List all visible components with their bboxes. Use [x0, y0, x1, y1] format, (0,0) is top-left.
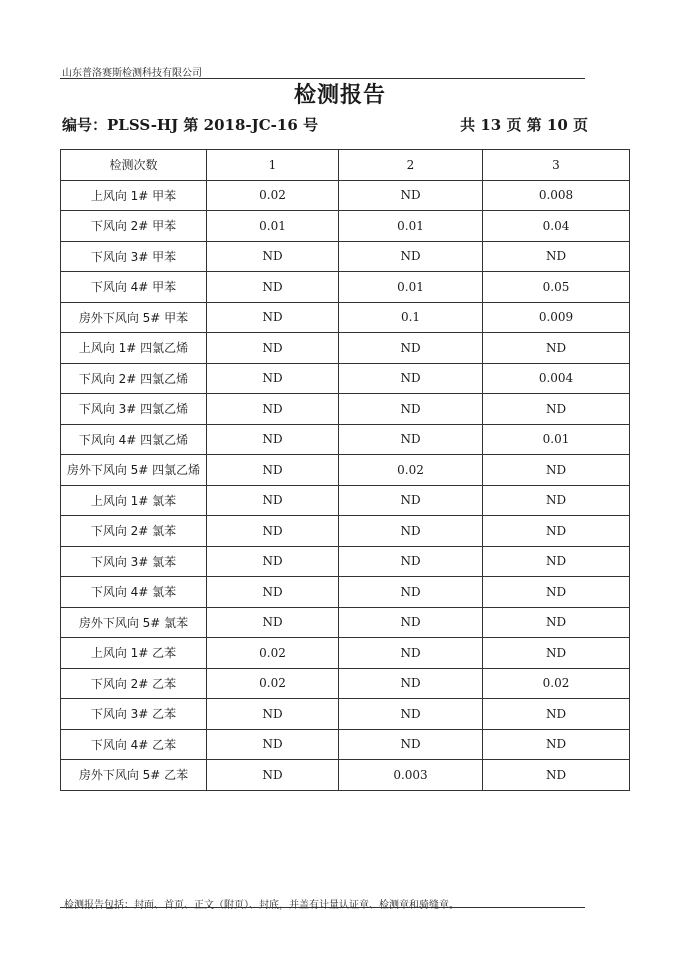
- value-cell-3: ND: [483, 516, 630, 547]
- table-row: [61, 180, 630, 211]
- value-cell-1: ND: [207, 394, 339, 425]
- value-cell-3: 0.04: [483, 211, 630, 242]
- value-cell-2: ND: [339, 699, 483, 730]
- table-row: [61, 760, 630, 791]
- row-label: 下风向 2# 甲苯: [61, 211, 207, 242]
- value-cell-1: ND: [207, 241, 339, 272]
- value-cell-3: ND: [483, 333, 630, 364]
- value-cell-2: ND: [339, 485, 483, 516]
- value-cell-1: ND: [207, 699, 339, 730]
- value-cell-1: 0.02: [207, 180, 339, 211]
- value-cell-1: ND: [207, 546, 339, 577]
- value-cell-2: 0.003: [339, 760, 483, 791]
- table-row: [61, 394, 630, 425]
- value-cell-3: ND: [483, 485, 630, 516]
- value-cell-3: ND: [483, 760, 630, 791]
- value-cell-1: ND: [207, 455, 339, 486]
- value-cell-2: ND: [339, 729, 483, 760]
- footer-divider: [60, 907, 585, 908]
- row-label: 下风向 3# 氯苯: [61, 546, 207, 577]
- row-label: 下风向 2# 乙苯: [61, 668, 207, 699]
- row-label: 下风向 3# 乙苯: [61, 699, 207, 730]
- row-label: 房外下风向 5# 氯苯: [61, 607, 207, 638]
- table-header-row: [61, 150, 630, 181]
- value-cell-1: 0.02: [207, 668, 339, 699]
- value-cell-3: ND: [483, 607, 630, 638]
- company-name: 山东普洛赛斯检测科技有限公司: [62, 68, 202, 79]
- value-cell-2: ND: [339, 638, 483, 669]
- value-cell-2: 0.1: [339, 302, 483, 333]
- row-label: 上风向 1# 氯苯: [61, 485, 207, 516]
- table-row: [61, 302, 630, 333]
- value-cell-3: ND: [483, 394, 630, 425]
- row-label: 下风向 4# 乙苯: [61, 729, 207, 760]
- value-cell-1: ND: [207, 363, 339, 394]
- column-header-1: 1: [207, 150, 339, 181]
- value-cell-2: 0.02: [339, 455, 483, 486]
- value-cell-1: ND: [207, 485, 339, 516]
- value-cell-3: ND: [483, 455, 630, 486]
- value-cell-2: ND: [339, 516, 483, 547]
- row-label: 上风向 1# 四氯乙烯: [61, 333, 207, 364]
- row-label: 下风向 4# 氯苯: [61, 577, 207, 608]
- value-cell-2: ND: [339, 607, 483, 638]
- table-row: [61, 577, 630, 608]
- value-cell-3: 0.01: [483, 424, 630, 455]
- row-label: 房外下风向 5# 四氯乙烯: [61, 455, 207, 486]
- value-cell-2: ND: [339, 180, 483, 211]
- value-cell-2: ND: [339, 424, 483, 455]
- value-cell-2: 0.01: [339, 211, 483, 242]
- value-cell-1: ND: [207, 577, 339, 608]
- row-label: 下风向 2# 氯苯: [61, 516, 207, 547]
- value-cell-2: ND: [339, 394, 483, 425]
- row-label: 下风向 3# 甲苯: [61, 241, 207, 272]
- value-cell-3: ND: [483, 638, 630, 669]
- value-cell-1: ND: [207, 516, 339, 547]
- value-cell-1: 0.01: [207, 211, 339, 242]
- table-row: [61, 638, 630, 669]
- value-cell-2: ND: [339, 577, 483, 608]
- table-row: [61, 607, 630, 638]
- value-cell-1: ND: [207, 333, 339, 364]
- value-cell-2: ND: [339, 333, 483, 364]
- value-cell-3: ND: [483, 241, 630, 272]
- row-label: 下风向 4# 甲苯: [61, 272, 207, 303]
- value-cell-3: 0.05: [483, 272, 630, 303]
- table-row: [61, 699, 630, 730]
- page-title: 检测报告: [293, 83, 386, 108]
- row-label: 下风向 4# 四氯乙烯: [61, 424, 207, 455]
- report-number: 编号：PLSS-HJ 第 2018-JC-16 号: [62, 116, 318, 134]
- table-row: [61, 363, 630, 394]
- value-cell-1: ND: [207, 760, 339, 791]
- column-header-label: 检测次数: [61, 150, 207, 181]
- table-row: [61, 516, 630, 547]
- value-cell-1: ND: [207, 272, 339, 303]
- page-count: 共 13 页 第 10 页: [460, 116, 588, 134]
- value-cell-3: 0.008: [483, 180, 630, 211]
- row-label: 上风向 1# 乙苯: [61, 638, 207, 669]
- table-row: [61, 485, 630, 516]
- row-label: 房外下风向 5# 乙苯: [61, 760, 207, 791]
- value-cell-1: 0.02: [207, 638, 339, 669]
- table-row: [61, 668, 630, 699]
- column-header-3: 3: [483, 150, 630, 181]
- value-cell-1: ND: [207, 607, 339, 638]
- table-row: [61, 333, 630, 364]
- row-label: 下风向 3# 四氯乙烯: [61, 394, 207, 425]
- value-cell-3: ND: [483, 546, 630, 577]
- table-row: [61, 272, 630, 303]
- value-cell-1: ND: [207, 424, 339, 455]
- value-cell-2: ND: [339, 363, 483, 394]
- row-label: 上风向 1# 甲苯: [61, 180, 207, 211]
- value-cell-1: ND: [207, 302, 339, 333]
- value-cell-2: 0.01: [339, 272, 483, 303]
- results-table: [60, 149, 630, 791]
- table-row: [61, 546, 630, 577]
- value-cell-2: ND: [339, 546, 483, 577]
- value-cell-2: ND: [339, 668, 483, 699]
- table-row: [61, 241, 630, 272]
- value-cell-1: ND: [207, 729, 339, 760]
- value-cell-3: ND: [483, 699, 630, 730]
- table-row: [61, 455, 630, 486]
- table-row: [61, 211, 630, 242]
- value-cell-3: ND: [483, 577, 630, 608]
- row-label: 房外下风向 5# 甲苯: [61, 302, 207, 333]
- value-cell-3: ND: [483, 729, 630, 760]
- value-cell-3: 0.02: [483, 668, 630, 699]
- value-cell-3: 0.004: [483, 363, 630, 394]
- table-row: [61, 424, 630, 455]
- value-cell-2: ND: [339, 241, 483, 272]
- value-cell-3: 0.009: [483, 302, 630, 333]
- footer-note: 检测报告包括：封面、首页、正文（附页）、封底，并盖有计量认证章、检测章和骑缝章。: [64, 900, 459, 911]
- table-row: [61, 729, 630, 760]
- row-label: 下风向 2# 四氯乙烯: [61, 363, 207, 394]
- column-header-2: 2: [339, 150, 483, 181]
